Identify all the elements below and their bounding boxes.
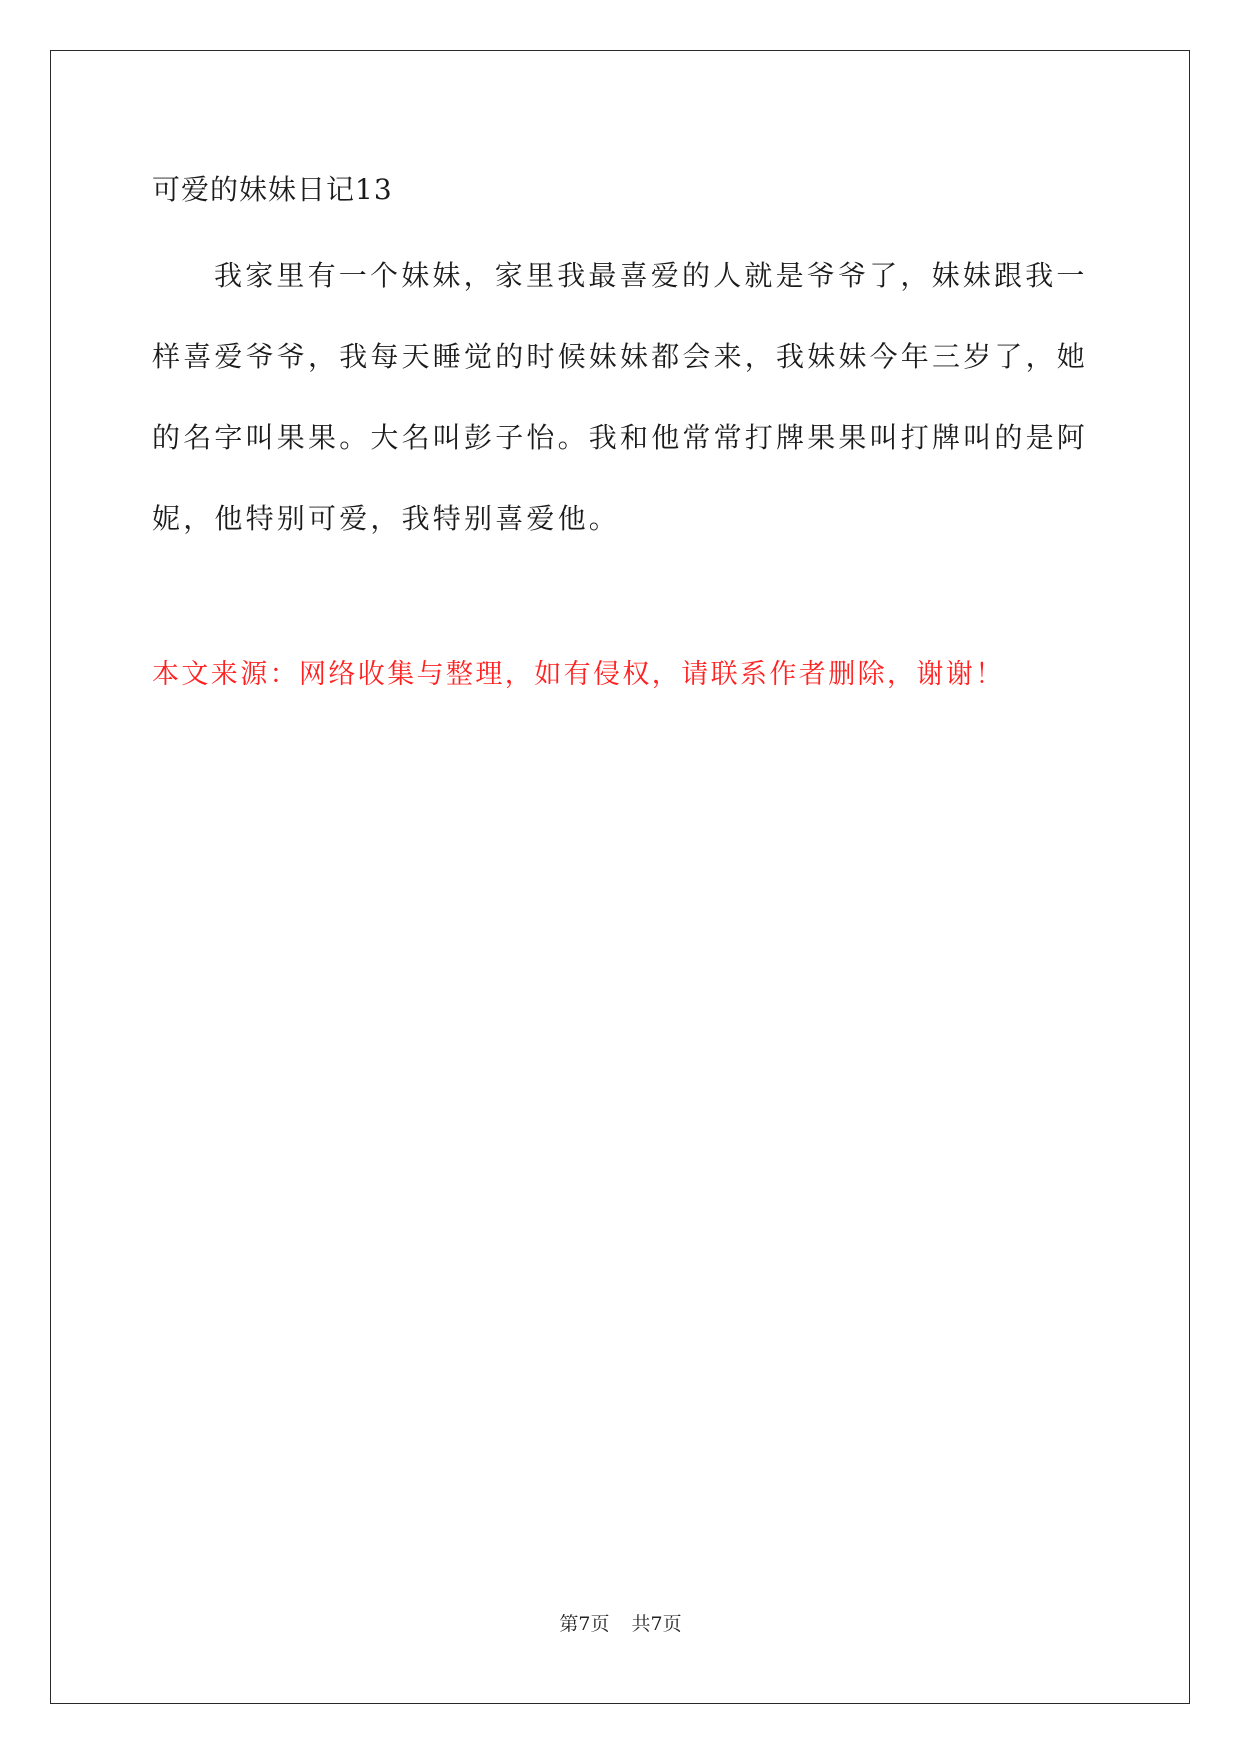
- page-border: [50, 50, 1190, 1704]
- current-page-number: 第7页: [559, 1613, 610, 1635]
- page-footer: [0, 1610, 1241, 1638]
- source-disclaimer: 本文来源：网络收集与整理，如有侵权，请联系作者删除，谢谢！: [152, 659, 1005, 690]
- paragraph-line: 妮，他特别可爱，我特别喜爱他。: [152, 502, 621, 535]
- paragraph-line: 的名字叫果果。大名叫彭子怡。我和他常常打牌果果叫打牌叫的是阿: [152, 421, 1089, 454]
- document-title: 可爱的妹妹日记13: [152, 173, 393, 206]
- paragraph-line: 我家里有一个妹妹，家里我最喜爱的人就是爷爷了，妹妹跟我一: [214, 259, 1088, 292]
- paragraph-line: 样喜爱爷爷，我每天睡觉的时候妹妹都会来，我妹妹今年三岁了，她: [152, 340, 1089, 373]
- total-pages: 共7页: [631, 1613, 682, 1635]
